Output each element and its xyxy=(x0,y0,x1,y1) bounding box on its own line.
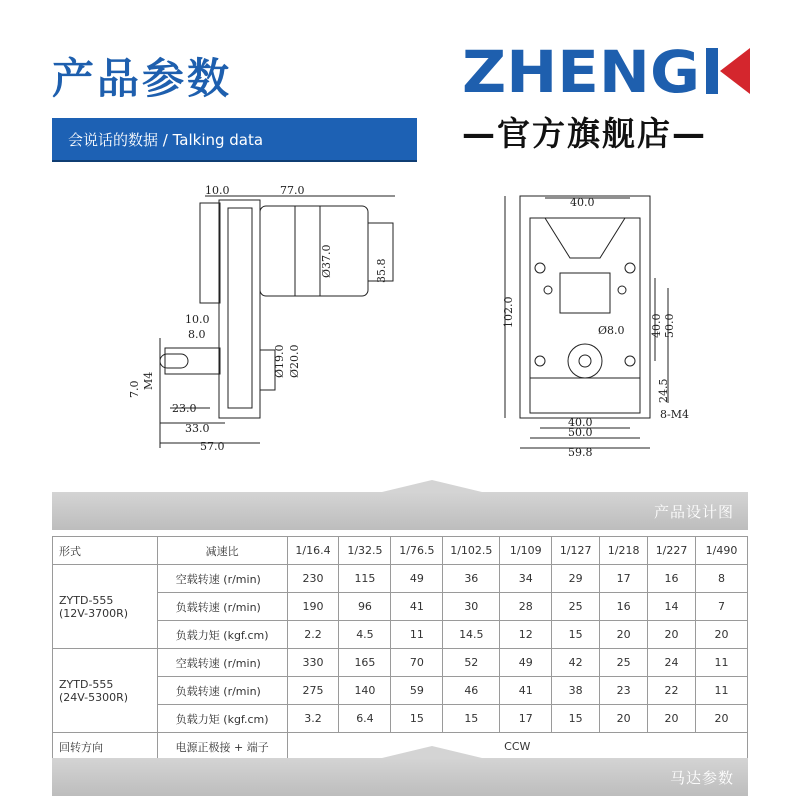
value-cell: 16 xyxy=(648,565,696,593)
value-cell: 70 xyxy=(391,649,443,677)
svg-text:ZHENG: ZHENG xyxy=(462,42,700,98)
value-cell: 24 xyxy=(648,649,696,677)
value-cell: 6.4 xyxy=(339,705,391,733)
param-cell: 负载力矩 (kgf.cm) xyxy=(157,621,287,649)
param-cell: 空载转速 (r/min) xyxy=(157,649,287,677)
param-cell: 负载力矩 (kgf.cm) xyxy=(157,705,287,733)
value-cell: 140 xyxy=(339,677,391,705)
col-form: 形式 xyxy=(53,537,158,565)
table-row xyxy=(53,565,748,593)
value-cell: 96 xyxy=(339,593,391,621)
value-cell: 11 xyxy=(696,649,748,677)
model-voltage: (12V-3700R) xyxy=(59,606,129,620)
ratio-cell: 1/227 xyxy=(648,537,696,565)
param-cell: 负载转速 (r/min) xyxy=(157,677,287,705)
value-cell: 8 xyxy=(696,565,748,593)
table-row xyxy=(53,677,748,705)
value-cell: 275 xyxy=(287,677,339,705)
value-cell: 36 xyxy=(443,565,500,593)
dim-label: 50.0 xyxy=(568,426,593,439)
value-cell: 34 xyxy=(500,565,552,593)
value-cell: 17 xyxy=(600,565,648,593)
dim-label: 50.0 xyxy=(663,313,676,338)
value-cell: 17 xyxy=(500,705,552,733)
value-cell: 46 xyxy=(443,677,500,705)
page-title: 产品参数 xyxy=(52,54,233,103)
value-cell: 25 xyxy=(600,649,648,677)
dim-label: 59.8 xyxy=(568,446,593,459)
ratio-cell: 1/218 xyxy=(600,537,648,565)
table-row xyxy=(53,621,748,649)
value-cell: 14 xyxy=(648,593,696,621)
value-cell: 49 xyxy=(391,565,443,593)
dim-label: 24.5 xyxy=(657,378,670,403)
rotation-value: CCW xyxy=(287,733,747,761)
table-row xyxy=(53,593,748,621)
col-ratio: 减速比 xyxy=(157,537,287,565)
tagline-text: 会说话的数据 / Talking data xyxy=(68,131,264,149)
value-cell: 23 xyxy=(600,677,648,705)
value-cell: 12 xyxy=(500,621,552,649)
motor-band-label: 马达参数 xyxy=(669,769,734,787)
dim-label: 8-M4 xyxy=(660,408,689,421)
dim-label: 40.0 xyxy=(570,196,595,209)
dim-label: M4 xyxy=(142,371,155,390)
rotation-condition: 电源正极接 + 端子 xyxy=(157,733,287,761)
model-voltage: (24V-5300R) xyxy=(59,690,129,704)
value-cell: 25 xyxy=(552,593,600,621)
table-header-row xyxy=(53,537,748,565)
design-band xyxy=(52,492,748,530)
param-cell: 空载转速 (r/min) xyxy=(157,565,287,593)
dim-label: 35.8 xyxy=(375,258,388,283)
value-cell: 11 xyxy=(696,677,748,705)
value-cell: 20 xyxy=(600,705,648,733)
store-label: —官方旗舰店— xyxy=(462,114,707,153)
value-cell: 11 xyxy=(391,621,443,649)
value-cell: 230 xyxy=(287,565,339,593)
value-cell: 2.2 xyxy=(287,621,339,649)
rotation-label: 回转方向 xyxy=(53,733,158,761)
brand-logo xyxy=(462,42,752,98)
ratio-cell: 1/127 xyxy=(552,537,600,565)
model-cell xyxy=(53,649,158,733)
model-cell xyxy=(53,565,158,649)
spec-table xyxy=(52,536,748,761)
value-cell: 38 xyxy=(552,677,600,705)
ratio-cell: 1/16.4 xyxy=(287,537,339,565)
value-cell: 41 xyxy=(391,593,443,621)
dim-label: Ø20.0 xyxy=(288,344,301,378)
model-name: ZYTD-555 xyxy=(59,593,114,607)
value-cell: 165 xyxy=(339,649,391,677)
front-view xyxy=(505,196,668,448)
ratio-cell: 1/32.5 xyxy=(339,537,391,565)
dim-label: Ø19.0 xyxy=(273,344,286,378)
value-cell: 20 xyxy=(600,621,648,649)
value-cell: 30 xyxy=(443,593,500,621)
dim-label: 33.0 xyxy=(185,422,210,435)
value-cell: 15 xyxy=(552,705,600,733)
product-drawing xyxy=(0,178,800,478)
dim-label: 57.0 xyxy=(200,440,225,453)
value-cell: 42 xyxy=(552,649,600,677)
motor-band xyxy=(52,758,748,796)
value-cell: 20 xyxy=(696,621,748,649)
dim-label: 40.0 xyxy=(568,416,593,429)
dim-label: Ø37.0 xyxy=(320,244,333,278)
value-cell: 115 xyxy=(339,565,391,593)
dim-label: 7.0 xyxy=(128,380,141,398)
value-cell: 22 xyxy=(648,677,696,705)
value-cell: 29 xyxy=(552,565,600,593)
value-cell: 52 xyxy=(443,649,500,677)
value-cell: 14.5 xyxy=(443,621,500,649)
table-row xyxy=(53,705,748,733)
dim-label: 10.0 xyxy=(205,184,230,197)
value-cell: 330 xyxy=(287,649,339,677)
value-cell: 15 xyxy=(443,705,500,733)
dim-label: 40.0 xyxy=(650,313,663,338)
ratio-cell: 1/109 xyxy=(500,537,552,565)
value-cell: 41 xyxy=(500,677,552,705)
value-cell: 20 xyxy=(648,621,696,649)
value-cell: 190 xyxy=(287,593,339,621)
dim-label: Ø8.0 xyxy=(598,324,625,337)
param-cell: 负载转速 (r/min) xyxy=(157,593,287,621)
ratio-cell: 1/490 xyxy=(696,537,748,565)
value-cell: 20 xyxy=(696,705,748,733)
tagline-bar xyxy=(52,118,417,160)
ratio-cell: 1/76.5 xyxy=(391,537,443,565)
value-cell: 4.5 xyxy=(339,621,391,649)
side-view-labels xyxy=(128,184,388,453)
value-cell: 20 xyxy=(648,705,696,733)
ratio-cell: 1/102.5 xyxy=(443,537,500,565)
table-row xyxy=(53,649,748,677)
value-cell: 28 xyxy=(500,593,552,621)
value-cell: 59 xyxy=(391,677,443,705)
value-cell: 16 xyxy=(600,593,648,621)
dim-label: 10.0 xyxy=(185,313,210,326)
value-cell: 7 xyxy=(696,593,748,621)
value-cell: 49 xyxy=(500,649,552,677)
dim-label: 102.0 xyxy=(502,296,515,328)
dim-label: 77.0 xyxy=(280,184,305,197)
value-cell: 15 xyxy=(552,621,600,649)
model-name: ZYTD-555 xyxy=(59,677,114,691)
value-cell: 15 xyxy=(391,705,443,733)
logo-k-mark xyxy=(706,48,750,94)
dim-label: 8.0 xyxy=(188,328,206,341)
design-band-label: 产品设计图 xyxy=(653,503,734,521)
dim-label: 23.0 xyxy=(172,402,197,415)
value-cell: 3.2 xyxy=(287,705,339,733)
